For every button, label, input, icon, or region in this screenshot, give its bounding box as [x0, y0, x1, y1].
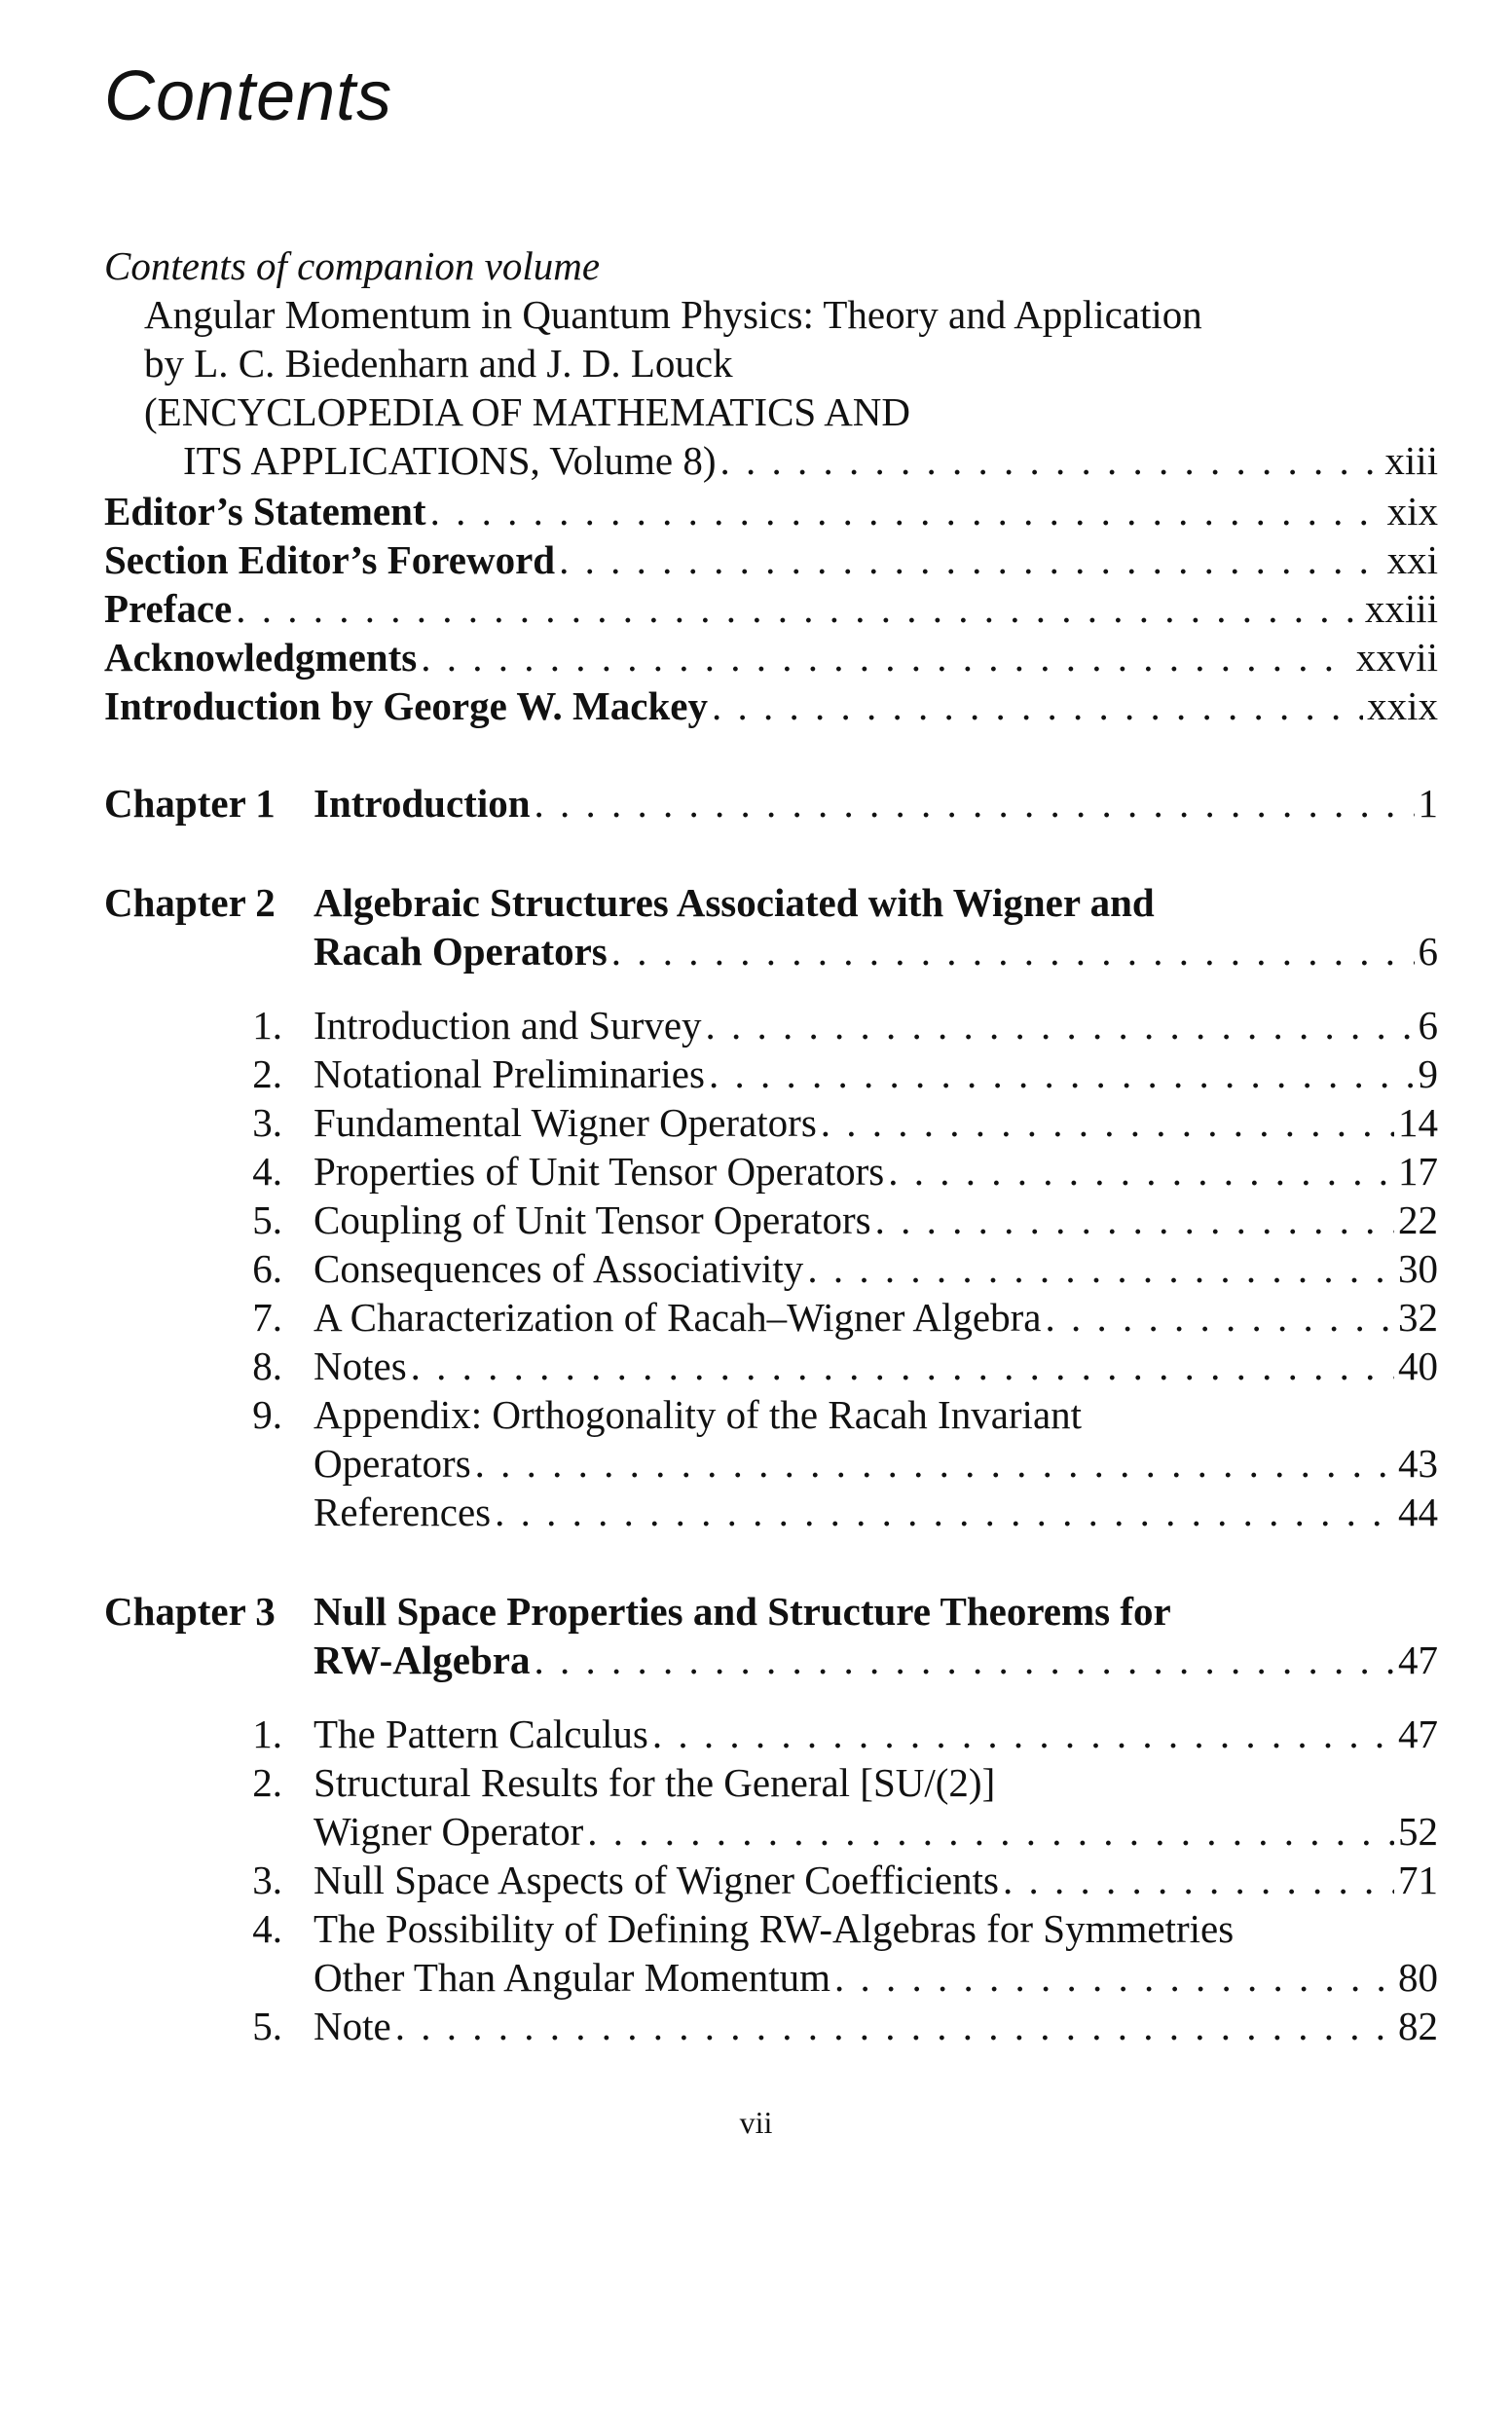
entry-title: Wigner Operator [313, 1809, 584, 1854]
entry-title: Operators [313, 1441, 471, 1486]
section-number: 8. [252, 1343, 282, 1388]
leader-dots [720, 436, 1382, 485]
page-number: xxiii [1364, 586, 1438, 631]
companion-heading: Contents of companion volume [104, 243, 601, 288]
page-number: 82 [1398, 2004, 1438, 2048]
entry-title: Properties of Unit Tensor Operators [313, 1149, 885, 1194]
entry-title: The Pattern Calculus [313, 1711, 648, 1756]
entry-title: Introduction and Survey [313, 1003, 702, 1048]
toc-entry-section[interactable] [313, 1953, 1438, 2002]
chapter-title-line-1: Algebraic Structures Associated with Wigner and [313, 880, 1155, 925]
entry-title: Consequences of Associativity [313, 1246, 804, 1291]
page-number: 22 [1398, 1197, 1438, 1242]
toc-entry-section[interactable] [313, 1856, 1438, 1904]
toc-entry-section[interactable] [313, 1293, 1438, 1342]
leader-dots [587, 1807, 1394, 1856]
section-number: 3. [252, 1100, 282, 1145]
section-title-line-1: Structural Results for the General [SU/(2)] [313, 1760, 996, 1805]
leader-dots [559, 535, 1383, 584]
leader-dots [475, 1439, 1394, 1488]
section-number: 4. [252, 1149, 282, 1194]
page-number: 47 [1398, 1638, 1438, 1682]
section-number: 1. [252, 1003, 282, 1048]
entry-title: Section Editor’s Foreword [104, 537, 556, 582]
leader-dots [834, 1953, 1394, 2002]
chapter-label: Chapter 3 [104, 1589, 276, 1634]
section-number: 3. [252, 1858, 282, 1902]
leader-dots [1045, 1293, 1394, 1342]
leader-dots [652, 1710, 1394, 1758]
section-title-line-1: Appendix: Orthogonality of the Racah Invariant [313, 1392, 1083, 1437]
chapter-label: Chapter 1 [104, 781, 276, 826]
page-number: 1 [1418, 781, 1438, 826]
entry-title: Acknowledgments [104, 635, 418, 680]
page-number: xix [1386, 489, 1438, 534]
page-title: Contents [104, 57, 393, 135]
toc-entry-section[interactable] [313, 2002, 1438, 2050]
page-number: 80 [1398, 1955, 1438, 2000]
leader-dots [395, 2002, 1394, 2050]
toc-entry-chapter-2[interactable] [313, 927, 1438, 975]
page-number: xxix [1367, 683, 1438, 728]
toc-entry-section[interactable] [313, 1147, 1438, 1196]
section-number: 1. [252, 1711, 282, 1756]
toc-entry-introduction-mackey[interactable] [104, 681, 1438, 730]
entry-title: Other Than Angular Momentum [313, 1955, 831, 2000]
section-number: 5. [252, 1197, 282, 1242]
toc-entry-chapter-3[interactable] [313, 1636, 1438, 1684]
leader-dots [495, 1488, 1394, 1536]
entry-title: Introduction by George W. Mackey [104, 683, 708, 728]
page-number: 6 [1418, 1003, 1438, 1048]
toc-entry-section[interactable] [313, 1001, 1438, 1049]
entry-title: Racah Operators [313, 929, 608, 974]
toc-entry-preface[interactable] [104, 584, 1438, 633]
section-number: 2. [252, 1051, 282, 1096]
page-number: 40 [1398, 1343, 1438, 1388]
page-number: 52 [1398, 1809, 1438, 1854]
toc-entry-section[interactable] [313, 1439, 1438, 1488]
leader-dots [706, 1001, 1415, 1049]
toc-entry-references[interactable] [313, 1488, 1438, 1536]
section-number: 5. [252, 2004, 282, 2048]
toc-entry-chapter-1[interactable] [313, 779, 1438, 828]
entry-title: Preface [104, 586, 233, 631]
section-title-line-1: The Possibility of Defining RW-Algebras for Symmetries [313, 1906, 1235, 1951]
page-number: 14 [1398, 1100, 1438, 1145]
toc-entry-section[interactable] [313, 1196, 1438, 1244]
leader-dots [430, 487, 1383, 535]
page-number: 17 [1398, 1149, 1438, 1194]
page-number: 71 [1398, 1858, 1438, 1902]
page-number: 47 [1398, 1711, 1438, 1756]
toc-entry-section[interactable] [313, 1098, 1438, 1147]
toc-entry-section[interactable] [313, 1049, 1438, 1098]
toc-entry-section[interactable] [313, 1710, 1438, 1758]
page-folio: vii [739, 2105, 773, 2140]
page-number: 43 [1398, 1441, 1438, 1486]
leader-dots [421, 633, 1352, 681]
page-number: 30 [1398, 1246, 1438, 1291]
companion-line-2: by L. C. Biedenharn and J. D. Louck [144, 341, 733, 386]
entry-title: A Characterization of Racah–Wigner Algebra [313, 1295, 1042, 1340]
entry-title: Notational Preliminaries [313, 1051, 705, 1096]
companion-entry[interactable] [183, 436, 1438, 485]
leader-dots [712, 681, 1363, 730]
leader-dots [1003, 1856, 1394, 1904]
leader-dots [535, 779, 1415, 828]
section-number: 6. [252, 1246, 282, 1291]
page-number: 32 [1398, 1295, 1438, 1340]
leader-dots [875, 1196, 1394, 1244]
section-number: 7. [252, 1295, 282, 1340]
entry-title: Null Space Aspects of Wigner Coefficients [313, 1858, 999, 1902]
entry-title: RW-Algebra [313, 1638, 531, 1682]
page-number: xxi [1386, 537, 1438, 582]
leader-dots [535, 1636, 1395, 1684]
page-number: xxvii [1355, 635, 1438, 680]
companion-line-1: Angular Momentum in Quantum Physics: Theory and Application [144, 292, 1202, 337]
entry-title: Fundamental Wigner Operators [313, 1100, 817, 1145]
entry-title: Notes [313, 1343, 407, 1388]
leader-dots [411, 1342, 1394, 1390]
page-number: 9 [1418, 1051, 1438, 1096]
toc-entry-acknowledgments[interactable] [104, 633, 1438, 681]
entry-title: Editor’s Statement [104, 489, 426, 534]
leader-dots [888, 1147, 1394, 1196]
section-number: 9. [252, 1392, 282, 1437]
entry-title: Introduction [313, 781, 531, 826]
toc-entry-editors-statement[interactable] [104, 487, 1438, 535]
toc-entry-section-editors-foreword[interactable] [104, 535, 1438, 584]
toc-entry-section[interactable] [313, 1342, 1438, 1390]
toc-entry-section[interactable] [313, 1244, 1438, 1293]
toc-entry-section[interactable] [313, 1807, 1438, 1856]
page-number: xiii [1384, 438, 1438, 483]
chapter-title-line-1: Null Space Properties and Structure Theorems for [313, 1589, 1171, 1634]
section-number: 2. [252, 1760, 282, 1805]
entry-title: Note [313, 2004, 391, 2048]
leader-dots [709, 1049, 1415, 1098]
page-number: 6 [1418, 929, 1438, 974]
page-number: 44 [1398, 1490, 1438, 1534]
companion-line-4: ITS APPLICATIONS, Volume 8) [183, 438, 717, 483]
section-number: 4. [252, 1906, 282, 1951]
leader-dots [236, 584, 1361, 633]
entry-title: References [313, 1490, 492, 1534]
leader-dots [821, 1098, 1394, 1147]
companion-line-3: (ENCYCLOPEDIA OF MATHEMATICS AND [144, 389, 911, 434]
leader-dots [611, 927, 1415, 975]
chapter-label: Chapter 2 [104, 880, 276, 925]
leader-dots [807, 1244, 1394, 1293]
entry-title: Coupling of Unit Tensor Operators [313, 1197, 871, 1242]
